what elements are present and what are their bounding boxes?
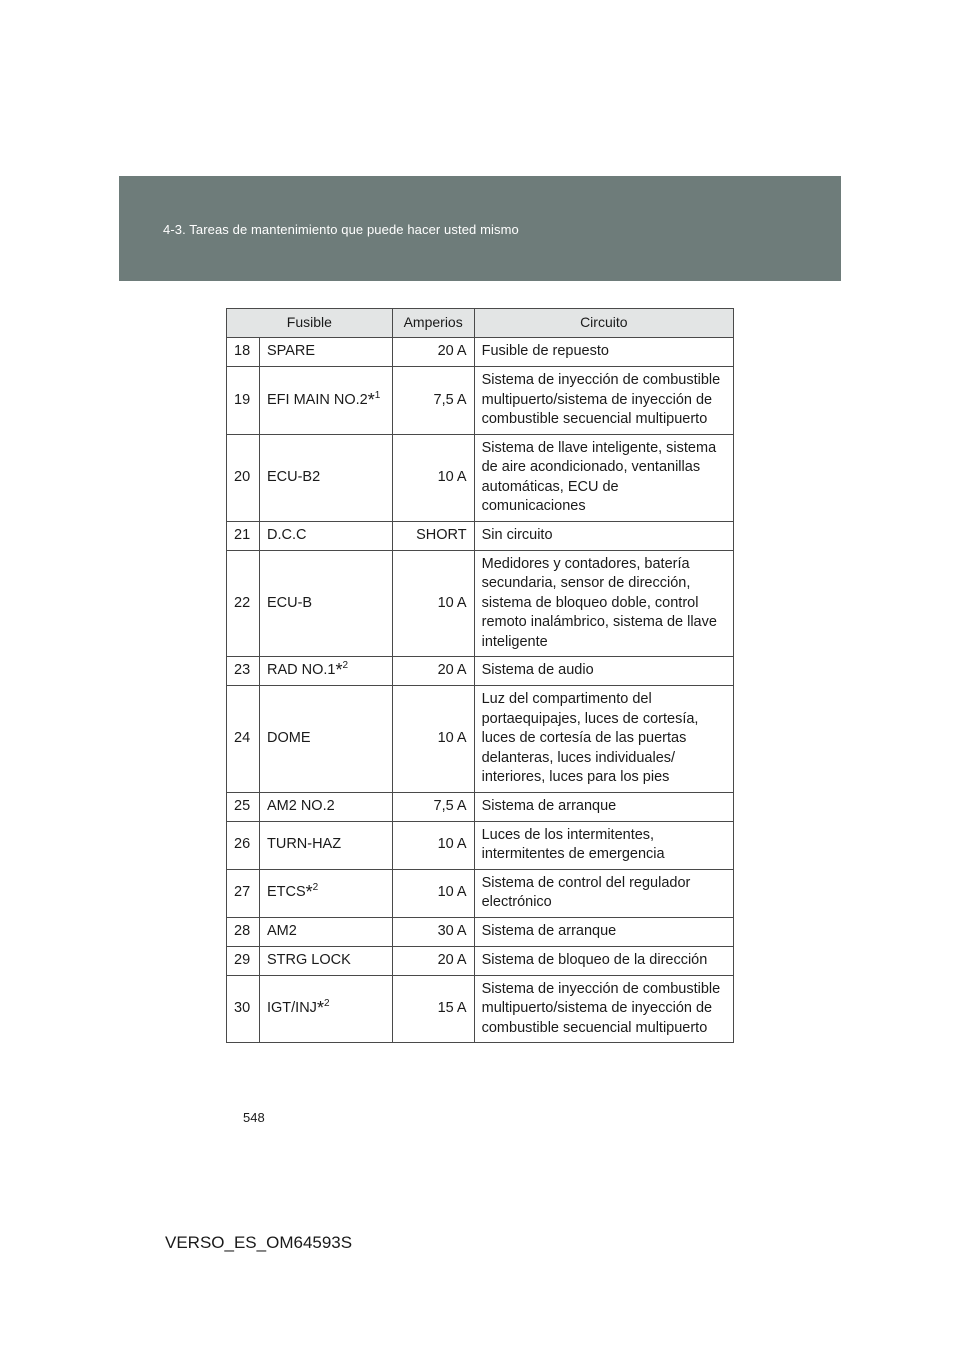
table-row — [227, 434, 734, 521]
column-header-circuito: Circuito — [474, 309, 733, 338]
fuse-amperage: 20 A — [392, 338, 474, 367]
column-header-amperios: Amperios — [392, 309, 474, 338]
fuse-name-cell — [259, 521, 392, 550]
fuse-name: ETCS — [266, 884, 306, 901]
table-row — [227, 792, 734, 821]
table-row — [227, 521, 734, 550]
fuse-name: AM2 — [266, 922, 297, 939]
table-row — [227, 338, 734, 367]
table-row — [227, 975, 734, 1043]
fuse-name: RAD NO.1 — [266, 662, 336, 679]
fuse-number: 24 — [227, 686, 260, 793]
fuse-number: 25 — [227, 792, 260, 821]
fuse-circuit: Luz del compartimento del portaequipajes, luces de cortesía, luces de cortesía de las puertas delanteras, luces individuales/ interiores, luces para los pies — [474, 686, 733, 793]
fuse-name-cell — [259, 975, 392, 1043]
fuse-name: EFI MAIN NO.2 — [266, 391, 368, 408]
fuse-name-cell — [259, 869, 392, 917]
fuse-circuit: Sistema de control del regulador electrónico — [474, 869, 733, 917]
fuse-amperage: SHORT — [392, 521, 474, 550]
fuse-circuit: Sistema de llave inteligente, sistema de aire acondicionado, ventanillas automáticas, ECU de comunicaciones — [474, 434, 733, 521]
fuse-number: 30 — [227, 975, 260, 1043]
table-row — [227, 946, 734, 975]
fuse-amperage: 10 A — [392, 821, 474, 869]
fuse-name-cell — [259, 434, 392, 521]
fuse-number: 27 — [227, 869, 260, 917]
column-header-fusible: Fusible — [227, 309, 393, 338]
fuse-name: D.C.C — [266, 526, 307, 543]
fuse-name: STRG LOCK — [266, 951, 351, 968]
document-code: VERSO_ES_OM64593S — [165, 1233, 353, 1252]
footnote-asterisk: * — [367, 389, 375, 410]
fuse-amperage: 30 A — [392, 917, 474, 946]
fuse-amperage: 10 A — [392, 434, 474, 521]
fuse-number: 19 — [227, 367, 260, 435]
footnote-asterisk: * — [305, 882, 313, 903]
fuse-circuit: Medidores y contadores, batería secundaria, sensor de dirección, sistema de bloqueo doble, control remoto inalámbrico, sistema de llave inteligente — [474, 550, 733, 657]
fuse-name-cell — [259, 686, 392, 793]
fuse-circuit: Sistema de bloqueo de la dirección — [474, 946, 733, 975]
fuse-name-cell — [259, 550, 392, 657]
fuse-circuit: Sistema de inyección de combustible multipuerto/sistema de inyección de combustible secuencial multipuerto — [474, 975, 733, 1043]
fuse-amperage: 10 A — [392, 869, 474, 917]
fuse-number: 29 — [227, 946, 260, 975]
fuse-number: 22 — [227, 550, 260, 657]
fuse-name-cell — [259, 946, 392, 975]
fuse-name-cell — [259, 821, 392, 869]
fuse-amperage: 7,5 A — [392, 792, 474, 821]
fuse-amperage: 7,5 A — [392, 367, 474, 435]
footnote-number: 2 — [323, 998, 330, 1010]
fuse-name-cell — [259, 792, 392, 821]
table-row — [227, 686, 734, 793]
fuse-number: 28 — [227, 917, 260, 946]
fuse-name: IGT/INJ — [266, 1000, 317, 1016]
table-row — [227, 869, 734, 917]
fuse-circuit: Fusible de repuesto — [474, 338, 733, 367]
fuse-name: ECU-B2 — [266, 468, 321, 485]
fuse-table — [226, 308, 734, 1043]
fuse-number: 21 — [227, 521, 260, 550]
page-number: 548 — [243, 1110, 265, 1125]
section-title: 4-3. Tareas de mantenimiento que puede hacer usted mismo — [163, 222, 519, 237]
fuse-circuit: Sistema de audio — [474, 657, 733, 686]
fuse-name: DOME — [266, 730, 311, 746]
table-row — [227, 550, 734, 657]
table-row — [227, 821, 734, 869]
fuse-circuit: Sistema de arranque — [474, 917, 733, 946]
fuse-name-cell — [259, 367, 392, 435]
fuse-name: SPARE — [266, 343, 316, 360]
fuse-number: 20 — [227, 434, 260, 521]
footnote-asterisk: * — [316, 998, 324, 1018]
footnote-number: 2 — [342, 660, 349, 672]
fuse-amperage: 10 A — [392, 686, 474, 793]
table-row — [227, 657, 734, 686]
fuse-number: 26 — [227, 821, 260, 869]
fuse-circuit: Sistema de inyección de combustible multipuerto/sistema de inyección de combustible secuencial multipuerto — [474, 367, 733, 435]
fuse-name: AM2 NO.2 — [266, 797, 335, 814]
fuse-amperage: 20 A — [392, 946, 474, 975]
fuse-name-cell — [259, 657, 392, 686]
fuse-name-cell — [259, 338, 392, 367]
footnote-asterisk: * — [335, 660, 343, 681]
fuse-amperage: 20 A — [392, 657, 474, 686]
table-row — [227, 367, 734, 435]
footnote-number: 1 — [374, 389, 381, 401]
fuse-name: ECU-B — [266, 594, 313, 611]
fuse-name: TURN-HAZ — [266, 836, 342, 853]
fuse-name-cell — [259, 917, 392, 946]
fuse-amperage: 15 A — [392, 975, 474, 1043]
fuse-circuit: Sistema de arranque — [474, 792, 733, 821]
fuse-number: 23 — [227, 657, 260, 686]
fuse-circuit: Luces de los intermitentes, intermitentes de emergencia — [474, 821, 733, 869]
fuse-amperage: 10 A — [392, 550, 474, 657]
fuse-number: 18 — [227, 338, 260, 367]
footnote-number: 2 — [312, 882, 319, 894]
fuse-circuit: Sin circuito — [474, 521, 733, 550]
table-header-row — [227, 309, 734, 338]
table-row — [227, 917, 734, 946]
